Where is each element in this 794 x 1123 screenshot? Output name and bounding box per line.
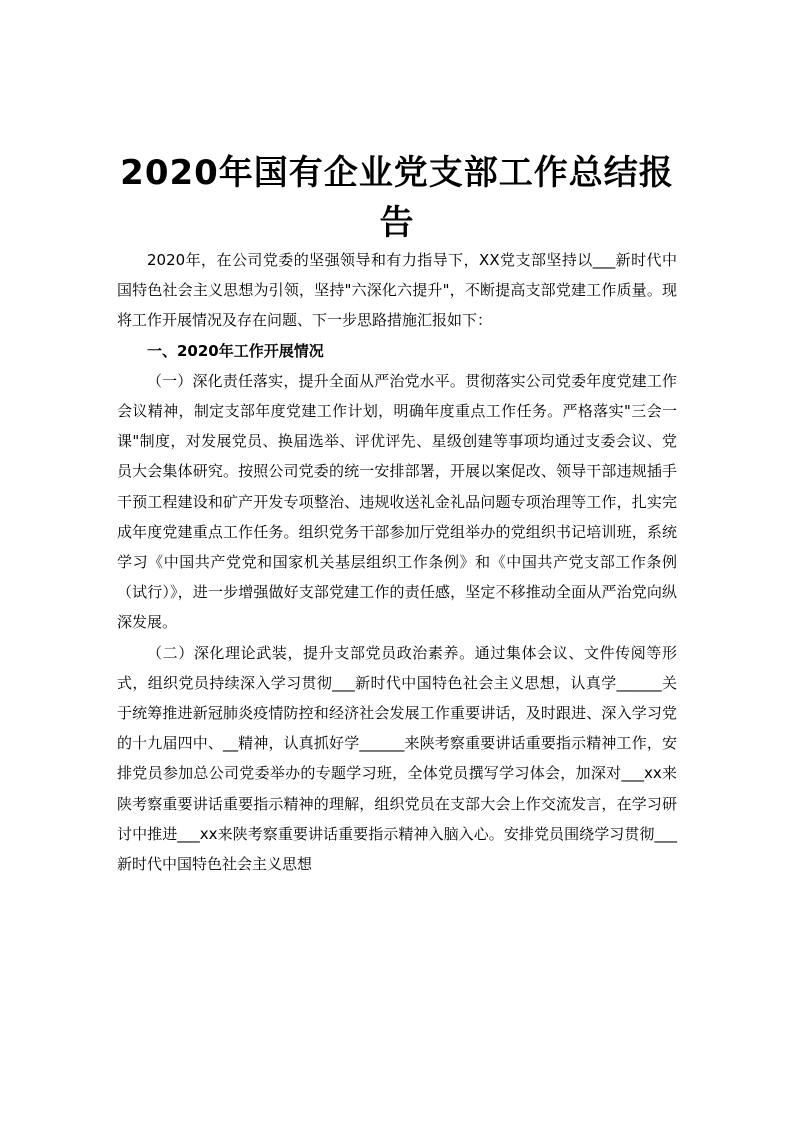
body-paragraph: （二）深化理论武装，提升支部党员政治素养。通过集体会议、文件传阅等形式，组织党员持续深入学习贯彻___新时代中国特色社会主义思想，认真学______关于统筹推进新冠肺炎疫情防控和经济社会发展工作重要讲话，及时跟进、深入学习党的十九届四中、__精神，认真抓好学______来陕考察重要讲话重要指示精神工作，安排党员参加总公司党委举办的专题学习班，全体党员撰写学习体会，加深对___xx来陕考察重要讲话重要指示精神的理解，组织党员在支部大会上作交流发言，在学习研讨中推进___xx来陕考察重要讲话重要指示精神入脑入心。安排党员围绕学习贯彻___新时代中国特色社会主义思想: [117, 643, 677, 874]
intro-paragraph: 2020年，在公司党委的坚强领导和有力指导下，XX党支部坚持以___新时代中国特色社会主义思想为引领，坚持"六深化六提升"，不断提高支部党建工作质量。现将工作开展情况及存在问题、下一步思路措施汇报如下：: [117, 251, 677, 330]
document-title: 2020年国有企业党支部工作总结报告: [120, 153, 674, 243]
document-body: [117, 245, 677, 879]
body-paragraph: （一）深化责任落实，提升全面从严治党水平。贯彻落实公司党委年度党建工作会议精神，制定支部年度党建工作计划，明确年度重点工作任务。严格落实"三会一课"制度，对发展党员、换届选举、评优评先、星级创建等事项均通过支委会议、党员大会集体研究。按照公司党委的统一安排部署，开展以案促改、领导干部违规插手干预工程建设和矿产开发专项整治、违规收送礼金礼品问题专项治理等工作，扎实完成年度党建重点工作任务。组织党务干部参加厅党组举办的党组织书记培训班，系统学习《中国共产党党和国家机关基层组织工作条例》和《中国共产党支部工作条例（试行）》，进一步增强做好支部党建工作的责任感，坚定不移推动全面从严治党向纵深发展。: [117, 371, 677, 632]
section-heading: 一、2020年工作开展情况: [147, 341, 324, 360]
